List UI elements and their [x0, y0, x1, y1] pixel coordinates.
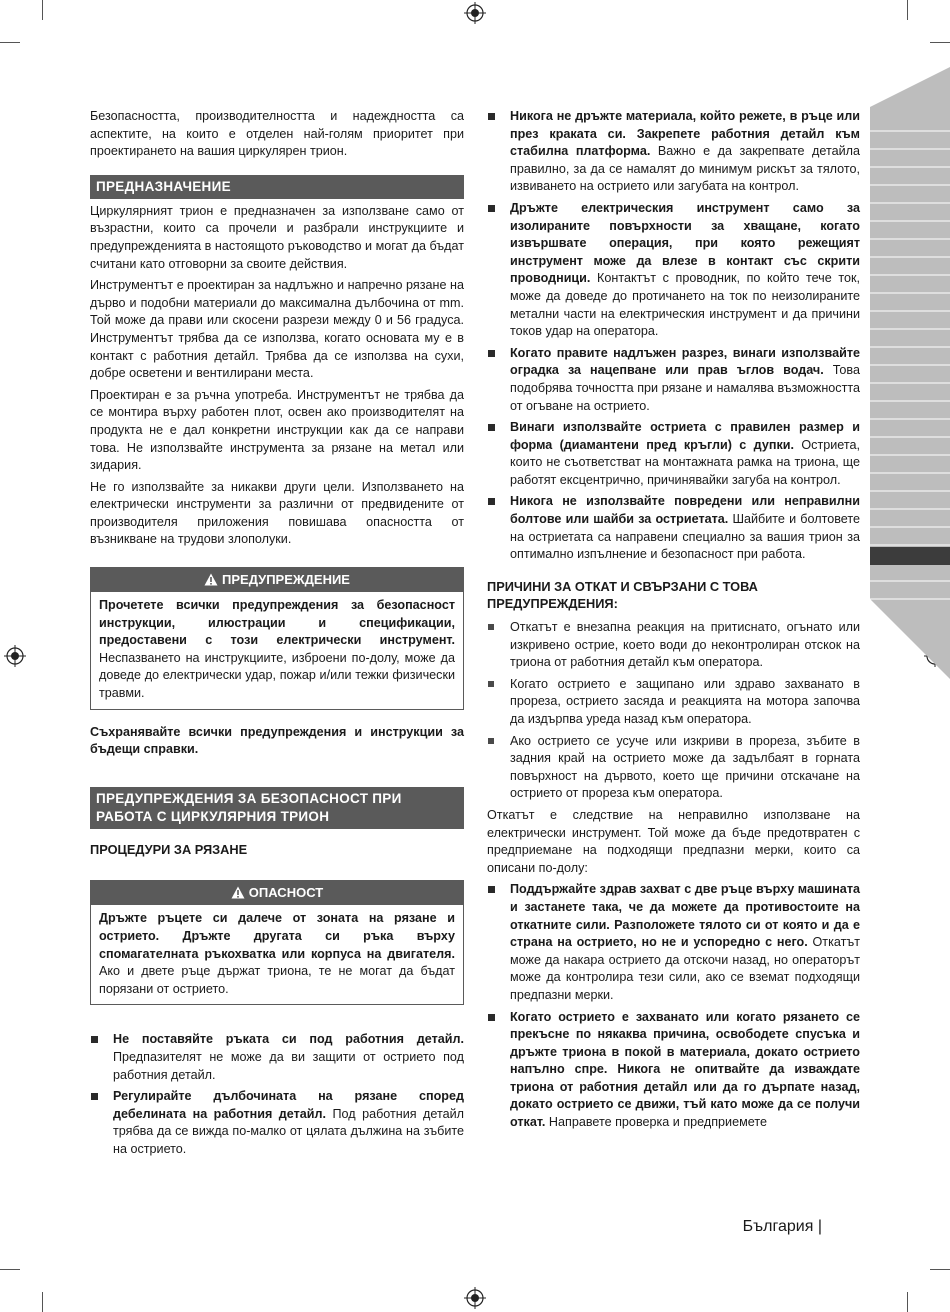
list-item-bold: Никога не дръжте материала, който режете, в ръце или през краката си. Закрепете работния детайл към стабилна платформа. — [510, 109, 860, 159]
crop-mark — [42, 1292, 43, 1312]
warning-triangle-icon — [231, 886, 245, 899]
right-bullet-list — [487, 108, 860, 564]
warning-box — [90, 567, 464, 710]
registration-mark-top — [464, 2, 486, 24]
danger-text: Ако и двете ръце държат триона, те не могат да бъдат порязани от острието. — [99, 964, 455, 996]
list-item-text: Откатът може да накара острието да отскочи назад, но операторът може да контролира тези сили, ако се вземат подходящи предпазни мерки. — [510, 935, 860, 1002]
kickback-heading: ПРИЧИНИ ЗА ОТКАТ И СВЪРЗАНИ С ТОВА ПРЕДУПРЕЖДЕНИЯ: — [487, 578, 758, 612]
crop-mark — [930, 1269, 950, 1270]
list-item — [487, 493, 860, 563]
warning-title-text: ПРЕДУПРЕЖДЕНИЕ — [222, 572, 350, 588]
square-bullet-icon — [91, 1093, 98, 1100]
list-item — [487, 419, 860, 489]
active-language-tab — [870, 547, 950, 565]
list-item-text: Предпазителят не може да ви защити от острието под работния детайл. — [113, 1049, 464, 1082]
square-bullet-icon — [488, 424, 495, 431]
list-item — [487, 345, 860, 415]
list-item-bold: Когато правите надлъжен разрез, винаги използвайте оградка за нацепване или прав ъглов водач. — [510, 345, 860, 378]
cutting-procedures-heading: ПРОЦЕДУРИ ЗА РЯЗАНЕ — [90, 841, 248, 857]
list-item-text: Направете проверка и предприемете — [545, 1115, 767, 1130]
crop-mark — [42, 0, 43, 20]
list-item — [487, 200, 860, 341]
square-bullet-icon — [488, 113, 495, 120]
crop-mark — [907, 0, 908, 20]
square-bullet-icon — [91, 1036, 98, 1043]
square-bullet-icon — [488, 1014, 495, 1021]
danger-box-body — [91, 905, 463, 1004]
list-item-bold: Не поставяйте ръката си под работния детайл. — [113, 1032, 464, 1047]
list-item — [487, 733, 860, 803]
crop-mark — [0, 42, 20, 43]
list-item-text: Под работния детайл трябва да се вижда по-малко от цялата дължина на зъбите на острието. — [113, 1106, 464, 1156]
purpose-paragraph: Проектиран е за ръчна употреба. Инструментът не трябва да се монтира върху работен плот, освен ако производителят на продукта не е дал конкретни инструкции как да се направи това. Не използвайте инструмента за рязане на метал или зидария. — [90, 387, 464, 473]
danger-box-title — [91, 881, 463, 905]
list-item — [487, 1009, 860, 1132]
square-bullet-icon — [488, 886, 495, 893]
list-item-text: Това подобрява точността при рязане и намалява възможността от огъване на острието. — [510, 363, 860, 413]
right-column — [487, 108, 860, 1136]
crop-mark — [0, 1269, 20, 1270]
warning-box-title — [91, 568, 463, 592]
list-item-text: Когато острието е защипано или здраво захванато в прореза, острието засяда и реакцията на мотора започва да издърпва уреда назад към оператора. — [510, 676, 860, 726]
purpose-heading: ПРЕДНАЗНАЧЕНИЕ — [90, 175, 464, 199]
square-bullet-icon — [488, 681, 494, 687]
list-item — [487, 676, 860, 729]
list-item-text: Остриета, които не съответстват на монтажната рамка на триона, ще работят ексцентрично, причинявайки загуба на контрол. — [510, 437, 860, 487]
purpose-paragraph: Не го използвайте за никакви други цели. Използването на електрически инструменти за различни от предвидените от производителя приложения повишава опасността от възникване на трудови злополуки. — [90, 479, 464, 547]
list-item — [90, 1031, 464, 1084]
list-item-bold: Дръжте електрическия инструмент само за изолираните повърхности за хващане, когато извършвате операция, при която режещият инструмент може да влезе в контакт със скрити проводници. — [510, 200, 860, 286]
crop-mark — [907, 1292, 908, 1312]
list-item-bold: Когато острието е захванато или когато рязането се прекъсне по някаква причина, освободете спусъка и дръжте триона в покой в материала, докато острието напълно спре. Никога не опитвайте да изваждате триона от работния детайл или да го дърпате назад, докато острието се движи, тъй като може да се получи откат. — [510, 1009, 860, 1130]
list-item-text: Откатът е внезапна реакция на притиснато, огънато или изкривено острие, което води до неконтролиран отскок на триона от работния детайл към оператора. — [510, 620, 860, 670]
purpose-paragraph: Инструментът е проектиран за надлъжно и напречно рязане на дърво и подобни материали до максимална дълбочина от mm. Той може да прави или скосени разрези между 0 и 56 градуса. Инструментът трябва да се използва, когато основата му е в контакт с работния детайл. Трябва да се използва на сухи, добре осветени и вентилирани места. — [90, 278, 464, 381]
warning-box-body — [91, 592, 463, 709]
warning-bold-text: Прочетете всички предупреждения за безопасност инструкции, илюстрации и спецификации, предоставени с този електрически инструмент. — [99, 598, 455, 648]
list-item — [487, 619, 860, 672]
crop-mark — [930, 42, 950, 43]
list-item-bold: Винаги използвайте остриета с правилен размер и форма (диамантени пред кръгли) с дупки. — [510, 420, 860, 452]
list-item-bold: Поддържайте здрав захват с две ръце върху машината и застанете така, че да можете да противостоите на откатните сили. Разположете тялото си от която и да е страна на острието, но не и успоредно с него. — [510, 882, 860, 950]
danger-box — [90, 880, 464, 1005]
warning-triangle-icon — [204, 573, 218, 586]
square-bullet-icon — [488, 738, 494, 744]
square-bullet-icon — [488, 350, 495, 357]
list-item-bold: Никога не използвайте повредени или неправилни болтове или шайби за остриетата. — [510, 494, 860, 527]
square-bullet-icon — [488, 624, 494, 630]
list-item-text: Шайбите и болтовете на остриетата са направени специално за вашия трион за оптимално изпълнение и безопасност при работа. — [510, 512, 860, 562]
list-item — [487, 108, 860, 196]
left-bullet-list — [90, 1031, 464, 1158]
keep-instructions-note: Съхранявайте всички предупреждения и инструкции за бъдещи справки. — [90, 724, 464, 757]
left-column — [90, 108, 464, 1163]
list-item-text: Важно е да закрепвате детайла правилно, за да се намалят до минимум рискът за тялото, извиването на острието или загубата на контрол. — [510, 144, 860, 194]
kickback-paragraph: Откатът е следствие на неправилно използване на електрически инструмент. Той може да бъде предотвратен с предприемане на подходящи предпазни мерки, които са описани по-долу: — [487, 807, 860, 875]
page-footer-language: България | — [742, 1218, 822, 1235]
kickback-bullet-list — [487, 881, 860, 1131]
list-item — [90, 1088, 464, 1158]
list-item-text: Ако острието се усуче или изкриви в прореза, зъбите в задния край на острието може да задълбаят в горната повърхност на дървото, което ще причини отскачане на острието от прореза към оператора. — [510, 733, 860, 801]
list-item-bold: Регулирайте дълбочината на рязане според дебелината на работния детайл. — [113, 1089, 464, 1121]
danger-title-text: ОПАСНОСТ — [248, 885, 324, 901]
intro-paragraph: Безопасността, производителността и надеждността са аспектите, на които е отделен най-голям приоритет при проектирането на вашия циркулярен трион. — [90, 109, 464, 159]
language-tab-strip — [870, 67, 950, 679]
square-bullet-icon — [488, 205, 495, 212]
list-item — [487, 881, 860, 1004]
square-bullet-icon — [488, 498, 495, 505]
registration-mark-bottom — [464, 1287, 486, 1309]
registration-mark-left — [4, 645, 26, 667]
warning-text: Неспазването на инструкциите, изброени по-долу, може да доведе до електрически удар, пожар и/или тежки физически травми. — [99, 650, 455, 701]
kickback-cause-list — [487, 619, 860, 803]
list-item-text: Контактът с проводник, по който тече ток, може да доведе до протичането на ток по неизолираните метални части на електрическия инструмент и да причини токов удар на оператора. — [510, 271, 860, 339]
purpose-paragraph: Циркулярният трион е предназначен за използване само от възрастни, които са прочели и разбрали инструкциите и предупрежденията в настоящото ръководство и могат да бъдат считани като отговорни за своите действия. — [90, 203, 464, 271]
danger-bold-text: Дръжте ръцете си далече от зоната на рязане и острието. Дръжте другата си ръка върху спомагателната ръкохватка или корпуса на двигателя. — [99, 911, 455, 961]
safety-heading: ПРЕДУПРЕЖДЕНИЯ ЗА БЕЗОПАСНОСТ ПРИ РАБОТА С ЦИРКУЛЯРНИЯ ТРИОН — [90, 787, 464, 829]
